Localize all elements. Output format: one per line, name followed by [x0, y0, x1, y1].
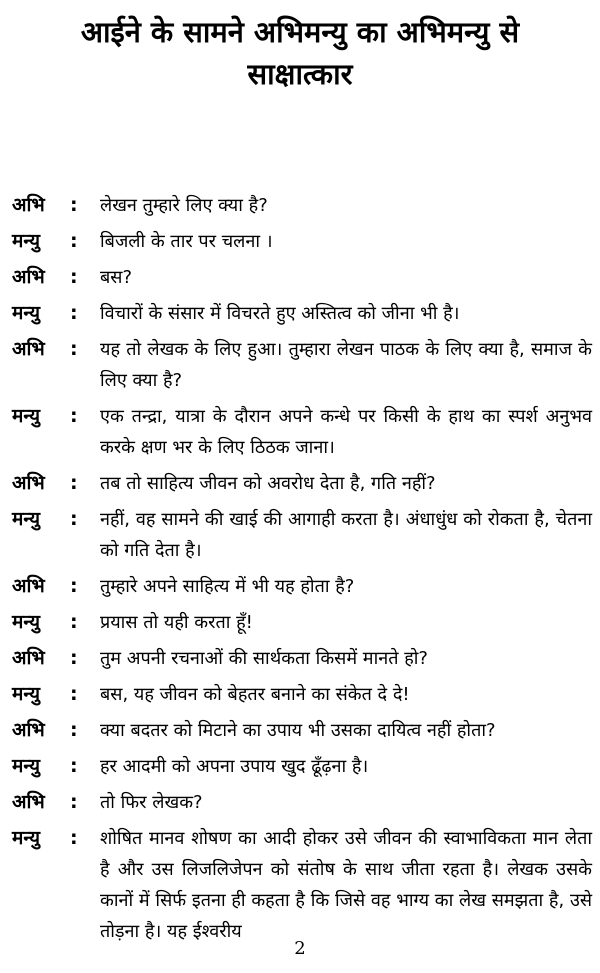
speaker-label: अभि [12, 647, 45, 669]
dialogue-entry [12, 571, 592, 602]
speaker-separator: : [70, 719, 78, 741]
dialogue-text: शोषित मानव शोषण का आदी होकर उसे जीवन की स्वाभाविकता मान लेता है और उस लिजलिजेपन को संतोष के साथ जीता रहता है। लेखक उसके कानों में सिर्फ इतना ही कहता है कि जिसे वह भाग्य का लेख समझता है, उसे तोड़ना है। यह ईश्वरीय [100, 828, 592, 942]
speaker-label: अभि [12, 719, 45, 741]
page-number: 2 [294, 938, 306, 959]
dialogue-text: एक तन्द्रा, यात्रा के दौरान अपने कन्धे पर किसी के हाथ का स्पर्श अनुभव करके क्षण भर के लिए ठिठक जाना। [100, 406, 592, 458]
dialogue-entry [12, 823, 592, 947]
dialogue-entry [12, 607, 592, 638]
speaker-label: मन्यु [12, 508, 40, 530]
dialogue-text: तब तो साहित्य जीवन को अवरोध देता है, गति नहीं? [100, 473, 436, 494]
dialogue-text: क्या बदतर को मिटाने का उपाय भी उसका दायित्व नहीं होता? [100, 720, 496, 741]
speaker-separator: : [70, 683, 78, 705]
dialogue-text: विचारों के संसार में विचरते हुए अस्तित्व को जीना भी है। [100, 303, 460, 324]
dialogue-entry [12, 787, 592, 818]
speaker-separator: : [70, 194, 78, 216]
dialogue-text: नहीं, वह सामने की खाई की आगाही करता है। अंधाधुंध को रोकता है, चेतना को गति देता है। [100, 509, 592, 561]
dialogue-entry [12, 643, 592, 674]
speaker-separator: : [70, 611, 78, 633]
speaker-label: अभि [12, 575, 45, 597]
speaker-separator: : [70, 230, 78, 252]
dialogue-text: बिजली के तार पर चलना । [100, 231, 273, 252]
dialogue-entry [12, 298, 592, 329]
dialogue-text: प्रयास तो यही करता हूँ! [100, 612, 253, 633]
speaker-separator: : [70, 791, 78, 813]
dialogue-text: हर आदमी को अपना उपाय खुद ढूँढ़ना है। [100, 756, 369, 777]
dialogue-entry [12, 401, 592, 463]
speaker-label: मन्यु [12, 302, 40, 324]
dialogue-text: तो फिर लेखक? [100, 792, 203, 813]
speaker-label: अभि [12, 194, 45, 216]
dialogue-text: लेखन तुम्हारे लिए क्या है? [100, 195, 268, 216]
speaker-separator: : [70, 472, 78, 494]
dialogue-text: बस, यह जीवन को बेहतर बनाने का संकेत दे दे! [100, 684, 410, 705]
dialogue-entry [12, 262, 592, 293]
interview-dialogue [12, 190, 592, 952]
page-title-line-2: साक्षात्कार [247, 57, 353, 91]
speaker-separator: : [70, 338, 78, 360]
dialogue-text: बस? [100, 267, 132, 288]
dialogue-entry [12, 715, 592, 746]
speaker-separator: : [70, 575, 78, 597]
speaker-label: अभि [12, 791, 45, 813]
dialogue-entry [12, 334, 592, 396]
speaker-separator: : [70, 302, 78, 324]
speaker-label: अभि [12, 338, 45, 360]
speaker-separator: : [70, 405, 78, 427]
speaker-label: मन्यु [12, 755, 40, 777]
speaker-label: मन्यु [12, 683, 40, 705]
dialogue-entry [12, 226, 592, 257]
speaker-separator: : [70, 647, 78, 669]
dialogue-text: यह तो लेखक के लिए हुआ। तुम्हारा लेखन पाठक के लिए क्या है, समाज के लिए क्या है? [100, 339, 592, 391]
dialogue-text: तुम्हारे अपने साहित्य में भी यह होता है? [100, 576, 355, 597]
dialogue-entry [12, 504, 592, 566]
speaker-label: अभि [12, 266, 45, 288]
speaker-separator: : [70, 755, 78, 777]
dialogue-entry [12, 190, 592, 221]
dialogue-entry [12, 468, 592, 499]
speaker-label: मन्यु [12, 611, 40, 633]
dialogue-entry [12, 751, 592, 782]
speaker-separator: : [70, 827, 78, 849]
speaker-label: मन्यु [12, 405, 40, 427]
speaker-label: मन्यु [12, 230, 40, 252]
dialogue-text: तुम अपनी रचनाओं की सार्थकता किसमें मानते हो? [100, 648, 428, 669]
speaker-separator: : [70, 508, 78, 530]
speaker-label: अभि [12, 472, 45, 494]
page-title-line-1: आईने के सामने अभिमन्यु का अभिमन्यु से [80, 15, 520, 49]
speaker-separator: : [70, 266, 78, 288]
dialogue-entry [12, 679, 592, 710]
speaker-label: मन्यु [12, 827, 40, 849]
